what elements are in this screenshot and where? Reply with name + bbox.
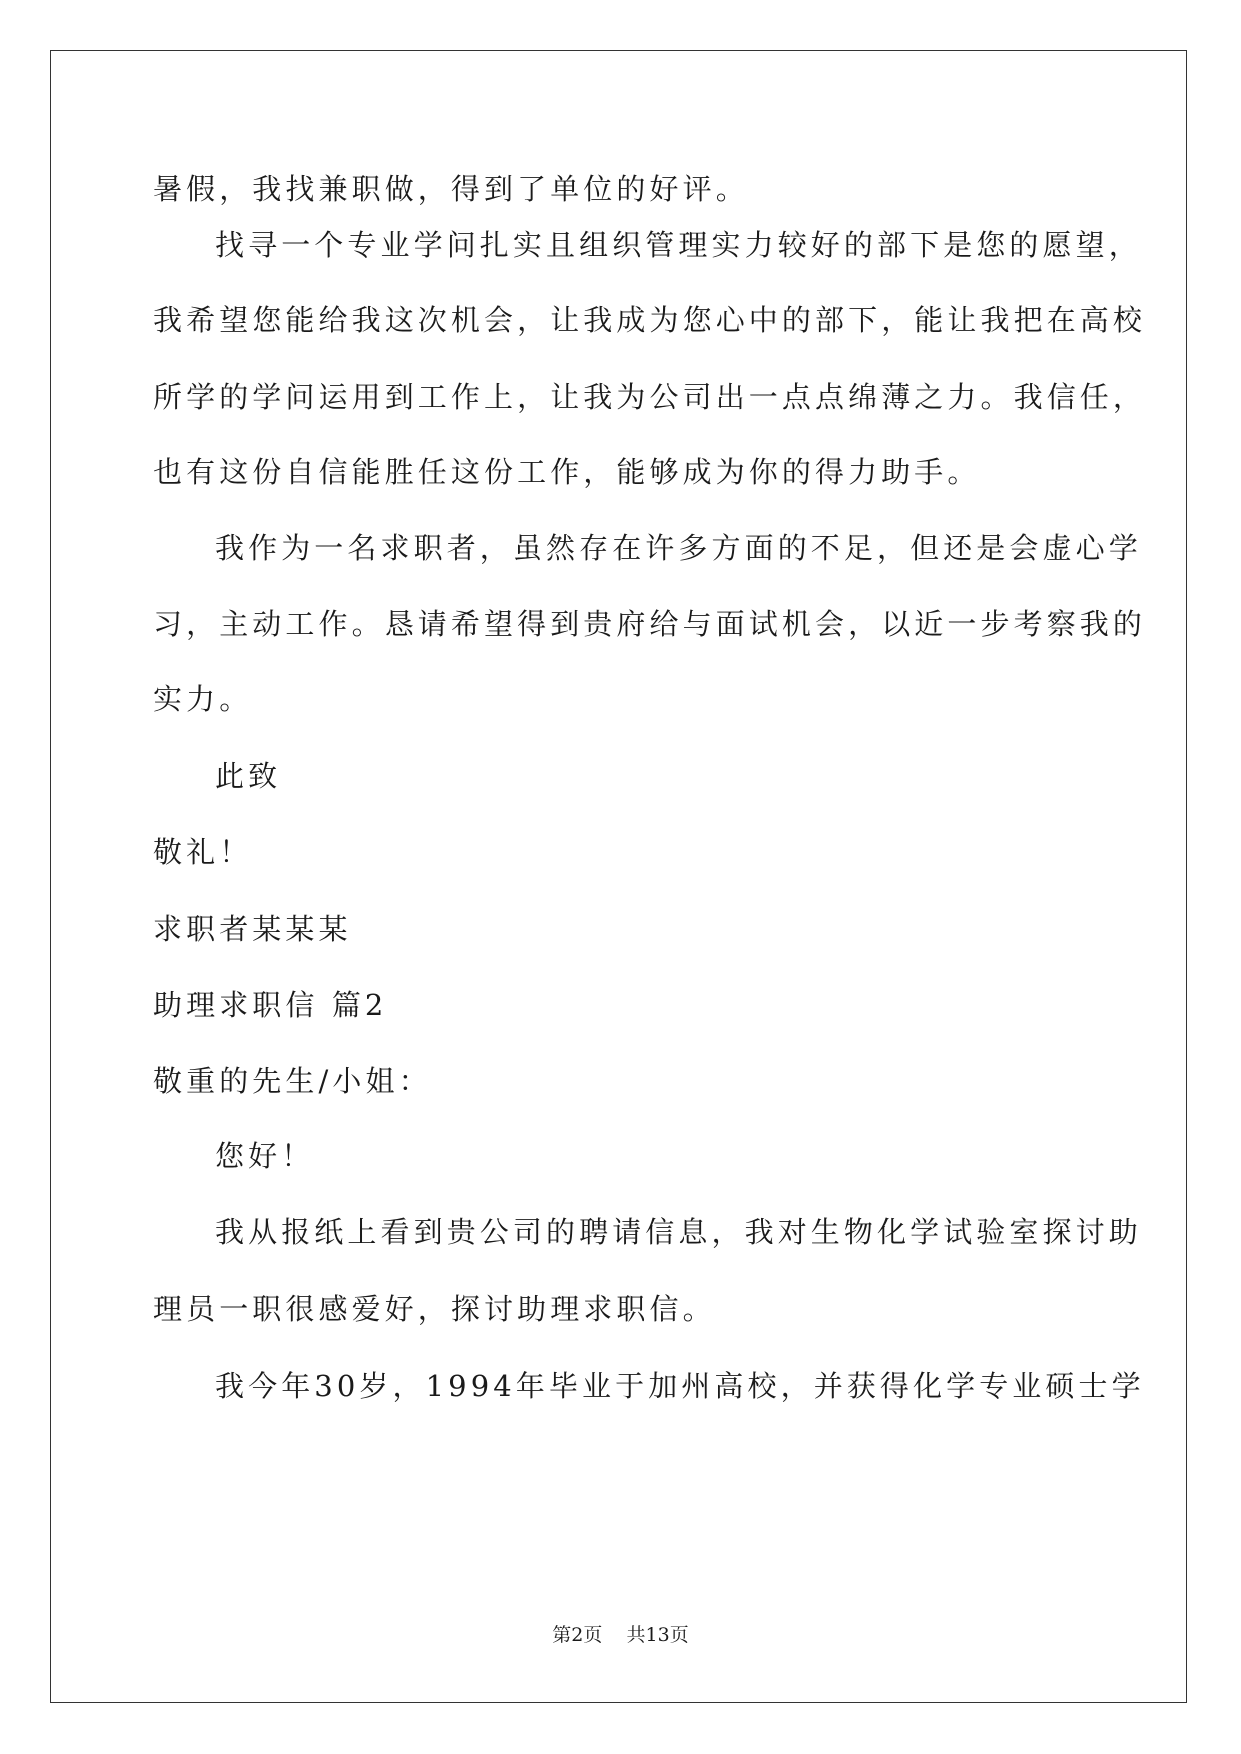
text-line: 敬礼！ [153,835,253,869]
text-line: 我今年30岁，1994年毕业于加州高校，并获得化学专业硕士学 [215,1369,1145,1403]
page-total: 共13页 [626,1624,689,1646]
text-line: 理员一职很感爱好，探讨助理求职信。 [153,1292,716,1326]
text-line: 习，主动工作。恳请希望得到贵府给与面试机会，以近一步考察我的 [153,607,1147,641]
text-line: 暑假，我找兼职做，得到了单位的好评。 [153,172,749,206]
page-footer [0,1622,1241,1648]
text-line: 此致 [215,759,282,793]
text-line: 我从报纸上看到贵公司的聘请信息，我对生物化学试验室探讨助 [215,1215,1142,1249]
page-number: 第2页 [552,1624,603,1646]
text-line: 求职者某某某 [153,912,352,946]
text-line: 所学的学问运用到工作上，让我为公司出一点点绵薄之力。我信任， [153,380,1147,414]
text-line: 您好！ [215,1139,315,1173]
page-border [50,50,1187,1703]
text-line: 助理求职信 篇2 [153,988,388,1022]
text-line: 我作为一名求职者，虽然存在许多方面的不足，但还是会虚心学 [215,531,1142,565]
text-line: 敬重的先生/小姐： [153,1064,432,1098]
text-line: 也有这份自信能胜任这份工作，能够成为你的得力助手。 [153,455,981,489]
text-line: 找寻一个专业学问扎实且组织管理实力较好的部下是您的愿望， [215,228,1142,262]
text-line: 我希望您能给我这次机会，让我成为您心中的部下，能让我把在高校 [153,303,1147,337]
text-line: 实力。 [153,682,253,716]
